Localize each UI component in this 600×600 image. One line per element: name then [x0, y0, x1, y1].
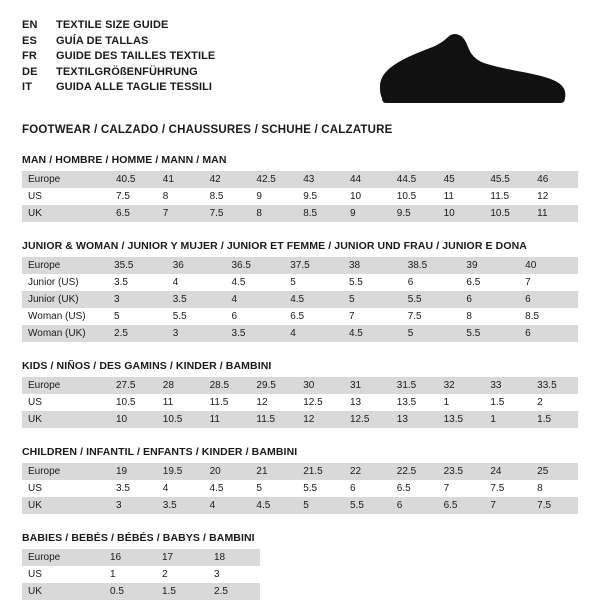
table-cell: 19: [110, 463, 157, 480]
table-cell: 10: [110, 411, 157, 428]
table-cell: 9: [344, 205, 391, 222]
table-cell: 3: [167, 325, 226, 342]
table-cell: 30: [297, 377, 344, 394]
language-code: IT: [22, 81, 33, 93]
row-label: US: [22, 566, 104, 583]
table-cell: 6: [402, 274, 461, 291]
table-row: [22, 291, 578, 308]
section-title: BABIES / BEBÉS / BÉBÉS / BABYS / BAMBINI: [22, 532, 255, 544]
table-cell: 1: [484, 411, 531, 428]
table-cell: 4: [204, 497, 251, 514]
table-cell: 11.5: [250, 411, 297, 428]
table-cell: 6: [225, 308, 284, 325]
table-cell: 4: [225, 291, 284, 308]
table-cell: 24: [484, 463, 531, 480]
table-cell: 6: [391, 497, 438, 514]
table-cell: 1: [438, 394, 485, 411]
table-cell: 1.5: [156, 583, 208, 600]
table-cell: 11: [204, 411, 251, 428]
section-title: MAN / HOMBRE / HOMME / MANN / MAN: [22, 154, 227, 166]
table-cell: 7.5: [531, 497, 578, 514]
table-cell: 5.5: [344, 497, 391, 514]
table-cell: 5: [402, 325, 461, 342]
table-cell: 6.5: [438, 497, 485, 514]
table-cell: 38.5: [402, 257, 461, 274]
row-label: Europe: [22, 549, 104, 566]
table-cell: 3.5: [108, 274, 167, 291]
language-code: EN: [22, 19, 38, 31]
language-code: FR: [22, 50, 38, 62]
table-cell: 33.5: [531, 377, 578, 394]
table-cell: 4: [284, 325, 343, 342]
table-cell: 11: [531, 205, 578, 222]
table-cell: 25: [531, 463, 578, 480]
table-cell: 38: [343, 257, 402, 274]
table-cell: 46: [531, 171, 578, 188]
table-cell: 10.5: [484, 205, 531, 222]
row-label: US: [22, 480, 110, 497]
table-cell: 4.5: [225, 274, 284, 291]
table-cell: 10.5: [157, 411, 204, 428]
table-row: [22, 205, 578, 222]
section-children: [22, 446, 578, 514]
table-cell: 8.5: [297, 205, 344, 222]
table-cell: 8: [157, 188, 204, 205]
table-cell: 11: [438, 188, 485, 205]
table-cell: 5: [250, 480, 297, 497]
row-label: Europe: [22, 377, 110, 394]
table-cell: 9: [250, 188, 297, 205]
section-title: JUNIOR & WOMAN / JUNIOR Y MUJER / JUNIOR ET FEMME / JUNIOR UND FRAU / JUNIOR E DONA: [22, 240, 527, 252]
table-cell: 12.5: [297, 394, 344, 411]
table-cell: 2.5: [208, 583, 260, 600]
table-cell: 36: [167, 257, 226, 274]
table-cell: 12: [297, 411, 344, 428]
dress-shoe-icon: [372, 30, 572, 108]
table-cell: 4.5: [250, 497, 297, 514]
table-cell: 2: [531, 394, 578, 411]
table-cell: 6.5: [284, 308, 343, 325]
table-cell: 44: [344, 171, 391, 188]
table-row: [22, 257, 578, 274]
table-row: [22, 463, 578, 480]
table-cell: 42: [204, 171, 251, 188]
table-cell: 28: [157, 377, 204, 394]
table-cell: 41: [157, 171, 204, 188]
table-cell: 13: [391, 411, 438, 428]
table-cell: 11: [157, 394, 204, 411]
table-cell: 33: [484, 377, 531, 394]
language-row: [22, 49, 215, 65]
language-title: TEXTILGRÖßENFÜHRUNG: [56, 65, 198, 78]
table-cell: 3: [108, 291, 167, 308]
language-row: [22, 80, 215, 96]
table-cell: 8.5: [519, 308, 578, 325]
table-row: [22, 566, 260, 583]
table-cell: 8: [460, 308, 519, 325]
table-cell: 6: [344, 480, 391, 497]
section-babies: [22, 532, 578, 600]
table-cell: 35.5: [108, 257, 167, 274]
section-title: KIDS / NIÑOS / DES GAMINS / KINDER / BAMBINI: [22, 360, 272, 372]
table-cell: 6.5: [391, 480, 438, 497]
table-cell: 7.5: [204, 205, 251, 222]
language-code: ES: [22, 34, 38, 47]
table-cell: 6: [519, 325, 578, 342]
table-row: [22, 171, 578, 188]
table-cell: 37.5: [284, 257, 343, 274]
row-label: Europe: [22, 257, 108, 274]
page-header: [22, 18, 578, 108]
table-cell: 7: [484, 497, 531, 514]
table-row: [22, 583, 260, 600]
table-row: [22, 325, 578, 342]
table-cell: 9.5: [391, 205, 438, 222]
language-code: DE: [22, 65, 38, 78]
row-label: Woman (UK): [22, 325, 108, 342]
table-cell: 29.5: [250, 377, 297, 394]
table-cell: 10.5: [391, 188, 438, 205]
row-label: US: [22, 394, 110, 411]
row-label: UK: [22, 497, 110, 514]
size-table: [22, 377, 578, 428]
table-cell: 5: [284, 274, 343, 291]
table-cell: 17: [156, 549, 208, 566]
table-cell: 8: [250, 205, 297, 222]
table-cell: 39: [460, 257, 519, 274]
language-title: GUIDE DES TAILLES TEXTILE: [56, 50, 216, 62]
language-row: [22, 18, 215, 34]
table-cell: 4: [167, 274, 226, 291]
row-label: UK: [22, 205, 110, 222]
table-cell: 7.5: [484, 480, 531, 497]
table-cell: 0.5: [104, 583, 156, 600]
table-cell: 28.5: [204, 377, 251, 394]
table-cell: 4: [157, 480, 204, 497]
table-cell: 3.5: [157, 497, 204, 514]
row-label: Woman (US): [22, 308, 108, 325]
table-cell: 23.5: [438, 463, 485, 480]
table-cell: 6: [460, 291, 519, 308]
size-table: [22, 463, 578, 514]
language-title: GUÍA DE TALLAS: [56, 34, 149, 47]
row-label: US: [22, 188, 110, 205]
language-row: [22, 65, 215, 81]
row-label: UK: [22, 411, 110, 428]
table-cell: 31.5: [391, 377, 438, 394]
table-cell: 32: [438, 377, 485, 394]
table-cell: 7: [157, 205, 204, 222]
row-label: UK: [22, 583, 104, 600]
table-cell: 7.5: [402, 308, 461, 325]
table-cell: 8.5: [204, 188, 251, 205]
table-cell: 42.5: [250, 171, 297, 188]
table-cell: 13.5: [438, 411, 485, 428]
table-cell: 3: [110, 497, 157, 514]
table-cell: 3: [208, 566, 260, 583]
table-cell: 11.5: [204, 394, 251, 411]
table-cell: 5: [297, 497, 344, 514]
table-cell: 5.5: [402, 291, 461, 308]
page-title: FOOTWEAR / CALZADO / CHAUSSURES / SCHUHE / CALZATURE: [22, 124, 393, 136]
table-cell: 5.5: [343, 274, 402, 291]
table-cell: 12: [531, 188, 578, 205]
table-cell: 7: [343, 308, 402, 325]
table-cell: 4.5: [284, 291, 343, 308]
table-cell: 4.5: [343, 325, 402, 342]
table-cell: 13.5: [391, 394, 438, 411]
table-cell: 10.5: [110, 394, 157, 411]
table-cell: 18: [208, 549, 260, 566]
table-cell: 22: [344, 463, 391, 480]
table-row: [22, 394, 578, 411]
table-cell: 10: [438, 205, 485, 222]
table-cell: 22.5: [391, 463, 438, 480]
table-row: [22, 188, 578, 205]
table-row: [22, 274, 578, 291]
table-cell: 12: [250, 394, 297, 411]
table-cell: 44.5: [391, 171, 438, 188]
table-cell: 6.5: [460, 274, 519, 291]
table-cell: 3.5: [110, 480, 157, 497]
table-cell: 27.5: [110, 377, 157, 394]
table-cell: 11.5: [484, 188, 531, 205]
table-cell: 40: [519, 257, 578, 274]
section-title: CHILDREN / INFANTIL / ENFANTS / KINDER / BAMBINI: [22, 446, 298, 458]
table-cell: 40.5: [110, 171, 157, 188]
section-kids: [22, 360, 578, 428]
table-cell: 16: [104, 549, 156, 566]
size-table: [22, 171, 578, 222]
table-cell: 2.5: [108, 325, 167, 342]
table-cell: 45: [438, 171, 485, 188]
size-table: [22, 549, 260, 600]
row-label: Junior (US): [22, 274, 108, 291]
table-row: [22, 411, 578, 428]
table-cell: 43: [297, 171, 344, 188]
row-label: Europe: [22, 171, 110, 188]
table-cell: 21: [250, 463, 297, 480]
table-cell: 21.5: [297, 463, 344, 480]
table-cell: 3.5: [225, 325, 284, 342]
table-cell: 5: [343, 291, 402, 308]
table-cell: 5.5: [297, 480, 344, 497]
table-cell: 6: [519, 291, 578, 308]
table-cell: 1.5: [531, 411, 578, 428]
section-man: [22, 154, 578, 222]
language-title: TEXTILE SIZE GUIDE: [56, 19, 169, 31]
table-cell: 1: [104, 566, 156, 583]
language-title-list: [22, 18, 215, 96]
table-row: [22, 497, 578, 514]
row-label: Junior (UK): [22, 291, 108, 308]
language-row: [22, 34, 215, 50]
table-cell: 5: [108, 308, 167, 325]
table-row: [22, 308, 578, 325]
table-cell: 31: [344, 377, 391, 394]
table-cell: 5.5: [167, 308, 226, 325]
table-cell: 1.5: [484, 394, 531, 411]
table-cell: 36.5: [225, 257, 284, 274]
table-cell: 2: [156, 566, 208, 583]
table-cell: 4.5: [204, 480, 251, 497]
table-cell: 5.5: [460, 325, 519, 342]
language-title: GUIDA ALLE TAGLIE TESSILI: [56, 81, 213, 93]
table-row: [22, 549, 260, 566]
table-row: [22, 377, 578, 394]
size-table: [22, 257, 578, 342]
table-cell: 10: [344, 188, 391, 205]
table-cell: 9.5: [297, 188, 344, 205]
table-cell: 7: [519, 274, 578, 291]
section-junior-woman: [22, 240, 578, 342]
table-cell: 19.5: [157, 463, 204, 480]
table-cell: 6.5: [110, 205, 157, 222]
table-cell: 13: [344, 394, 391, 411]
table-cell: 12.5: [344, 411, 391, 428]
table-cell: 8: [531, 480, 578, 497]
row-label: Europe: [22, 463, 110, 480]
table-cell: 7.5: [110, 188, 157, 205]
table-row: [22, 480, 578, 497]
table-cell: 7: [438, 480, 485, 497]
table-cell: 20: [204, 463, 251, 480]
table-cell: 45.5: [484, 171, 531, 188]
table-cell: 3.5: [167, 291, 226, 308]
